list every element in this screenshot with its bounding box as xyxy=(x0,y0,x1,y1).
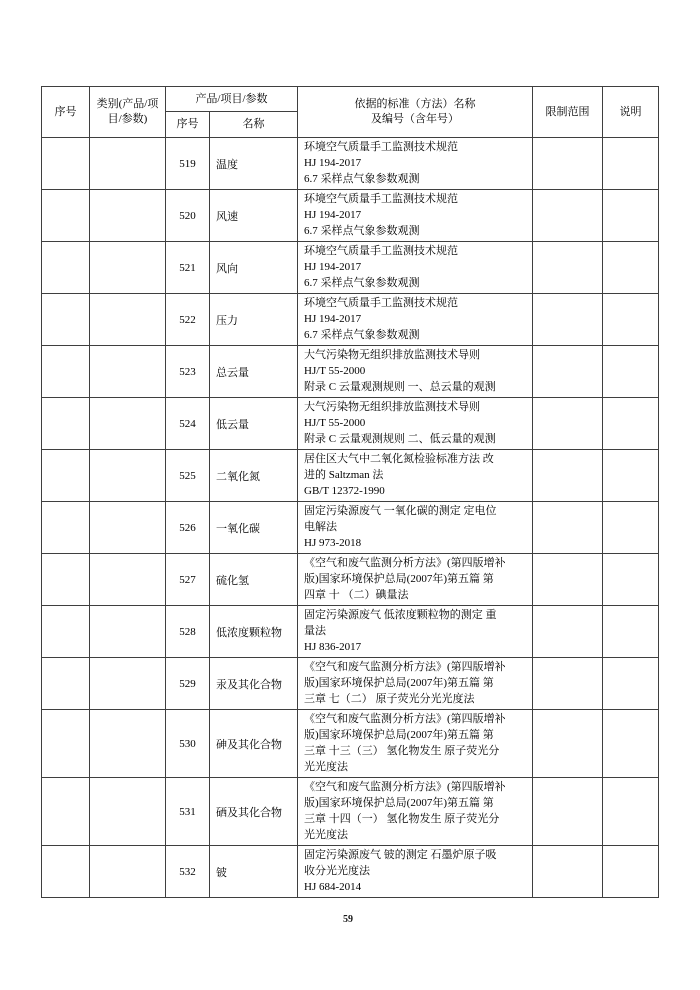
table-row xyxy=(42,138,659,190)
category-cell xyxy=(90,450,166,502)
param-name-cell: 砷及其化合物 xyxy=(210,710,298,778)
category-cell xyxy=(90,554,166,606)
standard-header-line2: 及编号（含年号） xyxy=(371,113,459,125)
param-name-cell: 汞及其化合物 xyxy=(210,658,298,710)
limit-cell xyxy=(533,778,603,846)
standard-line: 大气污染物无组织排放监测技术导则 xyxy=(304,349,480,361)
row-number-cell: 525 xyxy=(166,450,210,502)
note-cell xyxy=(603,658,659,710)
standard-line: 版)国家环境保护总局(2007年)第五篇 第 xyxy=(304,797,494,809)
note-cell xyxy=(603,190,659,242)
standard-cell xyxy=(298,242,533,294)
standard-line: 光光度法 xyxy=(304,761,348,773)
row-number-cell: 521 xyxy=(166,242,210,294)
standard-line: 版)国家环境保护总局(2007年)第五篇 第 xyxy=(304,573,494,585)
table-row xyxy=(42,242,659,294)
standard-line: 收分光光度法 xyxy=(304,865,370,877)
row-number-cell: 524 xyxy=(166,398,210,450)
note-cell xyxy=(603,294,659,346)
standard-line: 环境空气质量手工监测技术规范 xyxy=(304,141,458,153)
category-cell xyxy=(90,710,166,778)
limit-cell xyxy=(533,846,603,898)
limit-cell xyxy=(533,658,603,710)
note-cell xyxy=(603,398,659,450)
row-number-cell: 526 xyxy=(166,502,210,554)
limit-cell xyxy=(533,294,603,346)
standard-line: 三章 七（二） 原子荧光分光光度法 xyxy=(304,693,475,705)
param-name-cell: 低云量 xyxy=(210,398,298,450)
note-cell xyxy=(603,346,659,398)
row-number-cell: 531 xyxy=(166,778,210,846)
serial-cell xyxy=(42,138,90,190)
limit-cell xyxy=(533,502,603,554)
limit-cell xyxy=(533,242,603,294)
note-cell xyxy=(603,778,659,846)
standard-line: 附录 C 云量观测规则 二、低云量的观测 xyxy=(304,433,496,445)
serial-cell xyxy=(42,346,90,398)
table-row xyxy=(42,606,659,658)
standard-line: 光光度法 xyxy=(304,829,348,841)
standard-line: 固定污染源废气 铍的测定 石墨炉原子吸 xyxy=(304,849,497,861)
serial-cell xyxy=(42,398,90,450)
standard-line: 6.7 采样点气象参数观测 xyxy=(304,225,420,237)
param-name-cell: 硒及其化合物 xyxy=(210,778,298,846)
standard-line: HJ 194-2017 xyxy=(304,313,362,325)
serial-cell xyxy=(42,294,90,346)
standard-line: 居住区大气中二氧化氮检验标准方法 改 xyxy=(304,453,494,465)
limit-cell xyxy=(533,450,603,502)
standard-line: 量法 xyxy=(304,625,326,637)
row-number-cell: 522 xyxy=(166,294,210,346)
table-row xyxy=(42,846,659,898)
standard-cell xyxy=(298,502,533,554)
standard-line: 附录 C 云量观测规则 一、总云量的观测 xyxy=(304,381,496,393)
serial-cell xyxy=(42,554,90,606)
standard-line: 固定污染源废气 一氧化碳的测定 定电位 xyxy=(304,505,497,517)
table-row xyxy=(42,450,659,502)
standards-table xyxy=(41,86,659,898)
serial-cell xyxy=(42,190,90,242)
standard-line: HJ/T 55-2000 xyxy=(304,365,366,377)
standard-cell xyxy=(298,658,533,710)
standard-line: GB/T 12372-1990 xyxy=(304,485,385,497)
standard-line: 版)国家环境保护总局(2007年)第五篇 第 xyxy=(304,729,494,741)
category-cell xyxy=(90,502,166,554)
limit-cell xyxy=(533,606,603,658)
table-row xyxy=(42,554,659,606)
standard-line: 三章 十三（三） 氢化物发生 原子荧光分 xyxy=(304,745,500,757)
serial-cell xyxy=(42,606,90,658)
category-cell xyxy=(90,346,166,398)
row-number-cell: 530 xyxy=(166,710,210,778)
param-name-cell: 一氧化碳 xyxy=(210,502,298,554)
table-row xyxy=(42,710,659,778)
standard-line: 《空气和废气监测分析方法》(第四版增补 xyxy=(304,661,506,673)
row-number-cell: 532 xyxy=(166,846,210,898)
standard-line: 6.7 采样点气象参数观测 xyxy=(304,277,420,289)
serial-cell xyxy=(42,242,90,294)
col-header-serial: 序号 xyxy=(42,87,90,138)
table-row xyxy=(42,294,659,346)
standard-line: HJ 194-2017 xyxy=(304,157,362,169)
standard-line: 固定污染源废气 低浓度颗粒物的测定 重 xyxy=(304,609,497,621)
serial-cell xyxy=(42,710,90,778)
category-cell xyxy=(90,190,166,242)
standard-line: 大气污染物无组织排放监测技术导则 xyxy=(304,401,480,413)
standard-line: HJ 973-2018 xyxy=(304,537,362,549)
standard-cell xyxy=(298,398,533,450)
category-cell xyxy=(90,658,166,710)
col-header-sub-name: 名称 xyxy=(210,112,298,138)
limit-cell xyxy=(533,346,603,398)
category-cell xyxy=(90,778,166,846)
table-row xyxy=(42,398,659,450)
category-cell xyxy=(90,294,166,346)
col-header-sub-serial: 序号 xyxy=(166,112,210,138)
standard-cell xyxy=(298,294,533,346)
standard-cell xyxy=(298,450,533,502)
standard-line: HJ 194-2017 xyxy=(304,261,362,273)
standard-line: 《空气和废气监测分析方法》(第四版增补 xyxy=(304,713,506,725)
note-cell xyxy=(603,554,659,606)
standard-line: HJ 684-2014 xyxy=(304,881,362,893)
note-cell xyxy=(603,846,659,898)
standard-line: 四章 十 （二）碘量法 xyxy=(304,589,409,601)
row-number-cell: 528 xyxy=(166,606,210,658)
table-body xyxy=(42,138,659,898)
limit-cell xyxy=(533,190,603,242)
standard-line: 环境空气质量手工监测技术规范 xyxy=(304,245,458,257)
standard-cell xyxy=(298,778,533,846)
standard-line: HJ/T 55-2000 xyxy=(304,417,366,429)
table-row xyxy=(42,190,659,242)
serial-cell xyxy=(42,450,90,502)
limit-cell xyxy=(533,398,603,450)
standard-line: 环境空气质量手工监测技术规范 xyxy=(304,193,458,205)
serial-cell xyxy=(42,502,90,554)
note-cell xyxy=(603,502,659,554)
standard-cell xyxy=(298,190,533,242)
standard-line: HJ 194-2017 xyxy=(304,209,362,221)
param-name-cell: 总云量 xyxy=(210,346,298,398)
note-cell xyxy=(603,138,659,190)
standard-line: 进的 Saltzman 法 xyxy=(304,469,384,481)
param-name-cell: 二氧化氮 xyxy=(210,450,298,502)
serial-cell xyxy=(42,846,90,898)
table-row xyxy=(42,502,659,554)
row-number-cell: 527 xyxy=(166,554,210,606)
standard-line: HJ 836-2017 xyxy=(304,641,362,653)
param-name-cell: 压力 xyxy=(210,294,298,346)
standard-line: 三章 十四（一） 氢化物发生 原子荧光分 xyxy=(304,813,500,825)
col-header-standard xyxy=(298,87,533,138)
standard-cell xyxy=(298,846,533,898)
serial-cell xyxy=(42,778,90,846)
serial-cell xyxy=(42,658,90,710)
category-cell xyxy=(90,846,166,898)
standard-line: 环境空气质量手工监测技术规范 xyxy=(304,297,458,309)
standard-cell xyxy=(298,606,533,658)
param-name-cell: 温度 xyxy=(210,138,298,190)
note-cell xyxy=(603,242,659,294)
col-header-limit: 限制范围 xyxy=(533,87,603,138)
col-header-product-group: 产品/项目/参数 xyxy=(166,87,298,112)
table-row xyxy=(42,346,659,398)
row-number-cell: 529 xyxy=(166,658,210,710)
standard-line: 电解法 xyxy=(304,521,337,533)
standard-line: 6.7 采样点气象参数观测 xyxy=(304,329,420,341)
row-number-cell: 523 xyxy=(166,346,210,398)
category-cell xyxy=(90,138,166,190)
table-header xyxy=(42,87,659,138)
standard-cell xyxy=(298,346,533,398)
note-cell xyxy=(603,710,659,778)
note-cell xyxy=(603,606,659,658)
standard-line: 《空气和废气监测分析方法》(第四版增补 xyxy=(304,781,506,793)
row-number-cell: 520 xyxy=(166,190,210,242)
category-cell xyxy=(90,242,166,294)
limit-cell xyxy=(533,554,603,606)
standard-cell xyxy=(298,710,533,778)
standard-cell xyxy=(298,554,533,606)
standard-line: 版)国家环境保护总局(2007年)第五篇 第 xyxy=(304,677,494,689)
note-cell xyxy=(603,450,659,502)
category-cell xyxy=(90,398,166,450)
param-name-cell: 低浓度颗粒物 xyxy=(210,606,298,658)
col-header-category: 类别(产品/项目/参数) xyxy=(90,87,166,138)
standard-header-line1: 依据的标准（方法）名称 xyxy=(354,98,476,111)
limit-cell xyxy=(533,138,603,190)
param-name-cell: 风向 xyxy=(210,242,298,294)
col-header-note: 说明 xyxy=(603,87,659,138)
standard-cell xyxy=(298,138,533,190)
param-name-cell: 风速 xyxy=(210,190,298,242)
standard-line: 6.7 采样点气象参数观测 xyxy=(304,173,420,185)
category-cell xyxy=(90,606,166,658)
param-name-cell: 硫化氢 xyxy=(210,554,298,606)
row-number-cell: 519 xyxy=(166,138,210,190)
limit-cell xyxy=(533,710,603,778)
param-name-cell: 铍 xyxy=(210,846,298,898)
table-row xyxy=(42,778,659,846)
table-row xyxy=(42,658,659,710)
page-number: 59 xyxy=(343,914,353,925)
standard-line: 《空气和废气监测分析方法》(第四版增补 xyxy=(304,557,506,569)
